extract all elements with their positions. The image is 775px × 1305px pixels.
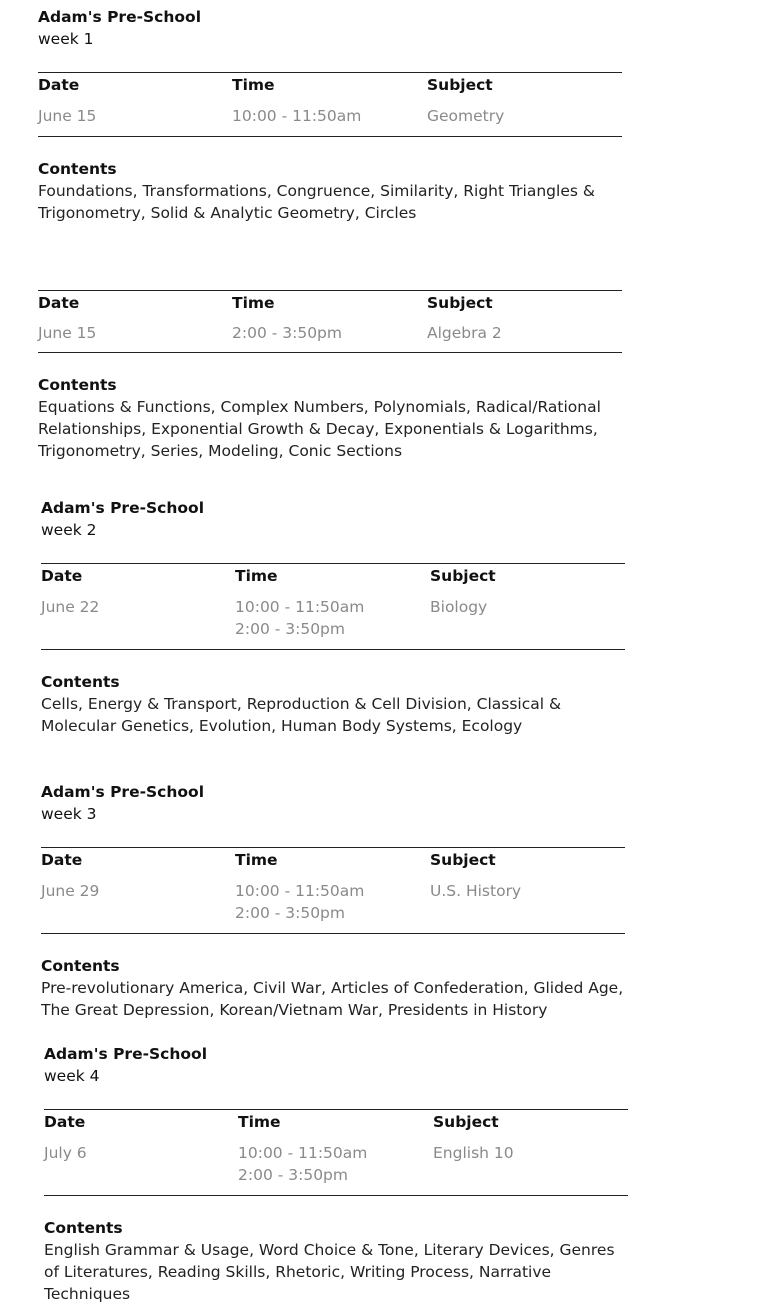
contents-block xyxy=(41,955,631,1021)
subject-value: U.S. History xyxy=(430,882,522,900)
schedule-heading-week-1 xyxy=(38,6,622,50)
time-header: Time xyxy=(238,1113,281,1131)
subject-header: Subject xyxy=(427,294,493,312)
contents-text: Foundations, Transformations, Congruence, Similarity, Right Triangles & Trigonometry, Solid & Analytic Geometry, Circles xyxy=(38,182,595,222)
time-header: Time xyxy=(232,76,275,94)
contents-label: Contents xyxy=(41,673,120,691)
school-name: Adam's Pre-School xyxy=(41,499,205,517)
time-header: Time xyxy=(235,851,278,869)
week-label: week 3 xyxy=(41,805,97,823)
date-value: June 22 xyxy=(41,598,100,616)
schedule-value-row xyxy=(41,880,625,924)
date-header: Date xyxy=(38,294,80,312)
week-label: week 4 xyxy=(44,1067,100,1085)
schedule-table xyxy=(38,290,622,353)
contents-label: Contents xyxy=(38,160,117,178)
subject-header: Subject xyxy=(427,76,493,94)
contents-text: English Grammar & Usage, Word Choice & Tone, Literary Devices, Genres of Literatures, Reading Skills, Rhetoric, Writing Process, Narrative Techniques xyxy=(44,1241,615,1303)
time-slot: 10:00 - 11:50am xyxy=(238,1144,368,1162)
schedule-header-row xyxy=(38,292,622,314)
time-value xyxy=(235,880,430,924)
time-header: Time xyxy=(232,294,275,312)
subject-value: Biology xyxy=(430,598,488,616)
contents-label: Contents xyxy=(38,376,117,394)
school-name: Adam's Pre-School xyxy=(38,8,202,26)
schedule-table xyxy=(41,847,625,934)
contents-block xyxy=(38,374,628,462)
time-value xyxy=(232,322,427,344)
contents-text: Pre-revolutionary America, Civil War, Articles of Confederation, Glided Age, The Great Depression, Korean/Vietnam War, Presidents in History xyxy=(41,979,624,1019)
date-value: June 15 xyxy=(38,107,97,125)
contents-text: Cells, Energy & Transport, Reproduction & Cell Division, Classical & Molecular Genetics, Evolution, Human Body Systems, Ecology xyxy=(41,695,562,735)
contents-block xyxy=(41,671,631,737)
school-name: Adam's Pre-School xyxy=(44,1045,208,1063)
date-value: June 15 xyxy=(38,324,97,342)
subject-value: English 10 xyxy=(433,1144,514,1162)
time-slot: 2:00 - 3:50pm xyxy=(238,1166,348,1184)
subject-value: Geometry xyxy=(427,107,505,125)
date-header: Date xyxy=(41,567,83,585)
schedule-header-row xyxy=(38,74,622,96)
date-header: Date xyxy=(44,1113,86,1131)
contents-block xyxy=(38,158,628,224)
schedule-header-row xyxy=(44,1111,628,1133)
schedule-header-row xyxy=(41,849,625,871)
schedule-heading-week-4 xyxy=(44,1043,628,1087)
date-value: July 6 xyxy=(44,1144,87,1162)
schedule-heading-week-3 xyxy=(41,781,625,825)
schedule-value-row xyxy=(38,322,622,344)
schedule-heading-week-2 xyxy=(41,497,625,541)
schedule-value-row xyxy=(44,1142,628,1186)
date-header: Date xyxy=(41,851,83,869)
schedule-table xyxy=(41,563,625,650)
subject-header: Subject xyxy=(430,567,496,585)
schedule-value-row xyxy=(41,596,625,640)
time-value xyxy=(238,1142,433,1186)
schedule-table xyxy=(38,72,622,137)
contents-label: Contents xyxy=(41,957,120,975)
schedule-value-row xyxy=(38,105,622,127)
time-slot: 10:00 - 11:50am xyxy=(235,598,365,616)
time-slot: 2:00 - 3:50pm xyxy=(232,324,342,342)
time-header: Time xyxy=(235,567,278,585)
subject-value: Algebra 2 xyxy=(427,324,502,342)
schedule-table xyxy=(44,1109,628,1196)
subject-header: Subject xyxy=(433,1113,499,1131)
time-value xyxy=(232,105,427,127)
time-slot: 10:00 - 11:50am xyxy=(232,107,362,125)
date-value: June 29 xyxy=(41,882,100,900)
contents-block xyxy=(44,1217,634,1305)
subject-header: Subject xyxy=(430,851,496,869)
time-value xyxy=(235,596,430,640)
school-name: Adam's Pre-School xyxy=(41,783,205,801)
week-label: week 2 xyxy=(41,521,97,539)
time-slot: 10:00 - 11:50am xyxy=(235,882,365,900)
date-header: Date xyxy=(38,76,80,94)
contents-label: Contents xyxy=(44,1219,123,1237)
week-label: week 1 xyxy=(38,30,94,48)
contents-text: Equations & Functions, Complex Numbers, Polynomials, Radical/Rational Relationships, Exponential Growth & Decay, Exponentials & Logarithms, Trigonometry, Series, Modeling, Conic Sections xyxy=(38,398,601,460)
time-slot: 2:00 - 3:50pm xyxy=(235,620,345,638)
time-slot: 2:00 - 3:50pm xyxy=(235,904,345,922)
schedule-header-row xyxy=(41,565,625,587)
